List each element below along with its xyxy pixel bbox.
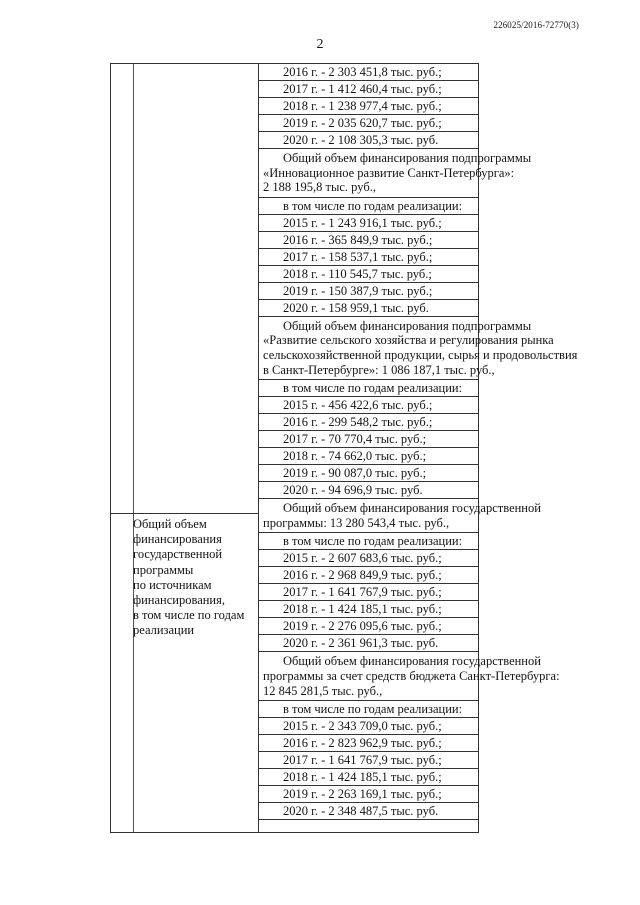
left-column-line: Общий объем: [133, 517, 207, 531]
row-text: 2015 г. - 456 422,6 тыс. руб.;: [283, 398, 433, 413]
row-text: 2017 г. - 1 412 460,4 тыс. руб.;: [283, 82, 442, 96]
table-row: [259, 198, 479, 215]
left-column-line: финансирования: [133, 532, 222, 547]
summary-line: Общий объем финансирования подпрограммы: [283, 151, 532, 165]
table-row: [259, 701, 479, 718]
row-text: 2019 г. - 150 387,9 тыс. руб.;: [283, 283, 433, 298]
table-left-border-line: [133, 64, 134, 832]
left-column-line: финансирования,: [133, 593, 225, 608]
row-text: 2018 г. - 110 545,7 тыс. руб.;: [283, 266, 432, 281]
row-text: 2020 г. - 94 696,9 тыс. руб.: [283, 483, 423, 498]
left-column-line: по источникам: [133, 577, 212, 592]
table-row-summary: [259, 149, 532, 198]
left-column-line: государственной: [133, 547, 223, 562]
table-row: [259, 300, 479, 317]
left-column-cell: [133, 517, 258, 639]
row-text: 2016 г. - 365 849,9 тыс. руб.;: [283, 232, 433, 247]
row-text: 2016 г. - 2 303 451,8 тыс. руб.;: [283, 65, 442, 79]
left-column-line: в том числе по годам: [133, 608, 245, 623]
row-text: 2016 г. - 2 823 962,9 тыс. руб.;: [283, 736, 442, 751]
summary-line: программы за счет средств бюджета Санкт-Петербурга:: [263, 668, 560, 683]
row-text: 2019 г. - 90 087,0 тыс. руб.;: [283, 466, 427, 481]
financing-table: [110, 63, 578, 833]
table-row: [259, 465, 479, 482]
page-number: 2: [316, 37, 324, 52]
row-text: 2018 г. - 1 238 977,4 тыс. руб.;: [283, 99, 442, 113]
summary-line: сельскохозяйственной продукции, сырья и продовольствия: [263, 347, 578, 362]
table-row: [259, 735, 479, 752]
row-text: 2020 г. - 2 361 961,3 тыс. руб.: [283, 636, 439, 651]
table-row: [259, 81, 479, 98]
summary-line: 12 845 281,5 тыс. руб.,: [263, 683, 383, 698]
summary-line: «Развитие сельского хозяйства и регулирования рынка: [263, 333, 554, 348]
table-row: [259, 550, 479, 567]
table-row: [259, 482, 479, 499]
row-text: 2018 г. - 74 662,0 тыс. руб.;: [283, 449, 427, 464]
summary-line: Общий объем финансирования государственной: [283, 654, 541, 669]
table-row: [259, 567, 479, 584]
table-row: [259, 618, 479, 635]
row-text: в том числе по годам реализации:: [283, 702, 463, 717]
table-row: [259, 283, 479, 300]
table-row: [259, 414, 479, 431]
table-row: [259, 448, 479, 465]
left-cell-top-border: [111, 513, 259, 514]
summary-line: программы: 13 280 543,4 тыс. руб.,: [263, 515, 450, 530]
row-text: 2020 г. - 2 108 305,3 тыс. руб.: [283, 133, 439, 147]
row-text: 2016 г. - 2 968 849,9 тыс. руб.;: [283, 568, 442, 583]
summary-line: «Инновационное развитие Санкт-Петербурга»:: [263, 165, 515, 180]
table-row-summary: [259, 317, 578, 380]
row-text: 2019 г. - 2 035 620,7 тыс. руб.;: [283, 116, 442, 130]
row-text: в том числе по годам реализации:: [283, 381, 463, 396]
row-text: 2019 г. - 2 276 095,6 тыс. руб.;: [283, 619, 442, 634]
table-row: [259, 249, 479, 266]
summary-line: Общий объем финансирования подпрограммы: [283, 318, 532, 333]
row-text: 2015 г. - 2 607 683,6 тыс. руб.;: [283, 551, 442, 566]
row-text: в том числе по годам реализации:: [283, 534, 463, 549]
table-row: [259, 115, 479, 132]
row-text: 2018 г. - 1 424 185,1 тыс. руб.;: [283, 770, 442, 785]
table-row: [259, 431, 479, 448]
summary-line: Общий объем финансирования государственной: [283, 501, 541, 516]
row-text: 2015 г. - 2 343 709,0 тыс. руб.;: [283, 719, 442, 734]
row-text: 2015 г. - 1 243 916,1 тыс. руб.;: [283, 215, 442, 230]
table-row: [259, 132, 479, 149]
table-row: [259, 232, 479, 249]
row-text: 2020 г. - 2 348 487,5 тыс. руб.: [283, 804, 439, 819]
left-column-line: программы: [133, 562, 194, 577]
table-row: [259, 803, 479, 820]
summary-line: в Санкт-Петербурге»: 1 086 187,1 тыс. руб.,: [263, 362, 495, 377]
table-row-summary: [259, 499, 541, 533]
table-row-summary: [259, 652, 560, 701]
right-column: [259, 64, 578, 820]
row-text: 2017 г. - 158 537,1 тыс. руб.;: [283, 249, 433, 264]
table-row: [259, 635, 479, 652]
row-text: 2019 г. - 2 263 169,1 тыс. руб.;: [283, 787, 442, 802]
row-text: 2017 г. - 1 641 767,9 тыс. руб.;: [283, 753, 442, 768]
row-text: в том числе по годам реализации:: [283, 198, 463, 213]
summary-line: 2 188 195,8 тыс. руб.,: [263, 180, 376, 195]
document-id: 226025/2016-72770(3): [493, 20, 579, 30]
table-row: [259, 718, 479, 735]
table-row: [259, 64, 479, 81]
row-text: 2020 г. - 158 959,1 тыс. руб.: [283, 300, 429, 315]
table-row: [259, 786, 479, 803]
table-row: [259, 266, 479, 283]
table-row: [259, 752, 479, 769]
row-text: 2017 г. - 70 770,4 тыс. руб.;: [283, 432, 427, 447]
table-row: [259, 397, 479, 414]
left-column-text: [133, 517, 258, 639]
table-row: [259, 380, 479, 397]
left-column-line: реализации: [133, 623, 195, 638]
table-row: [259, 584, 479, 601]
table-row: [259, 98, 479, 115]
table-row: [259, 769, 479, 786]
table-row: [259, 215, 479, 232]
row-text: 2016 г. - 299 548,2 тыс. руб.;: [283, 415, 433, 430]
row-text: 2017 г. - 1 641 767,9 тыс. руб.;: [283, 585, 442, 600]
table-row: [259, 601, 479, 618]
row-text: 2018 г. - 1 424 185,1 тыс. руб.;: [283, 602, 442, 617]
table-row: [259, 533, 479, 550]
